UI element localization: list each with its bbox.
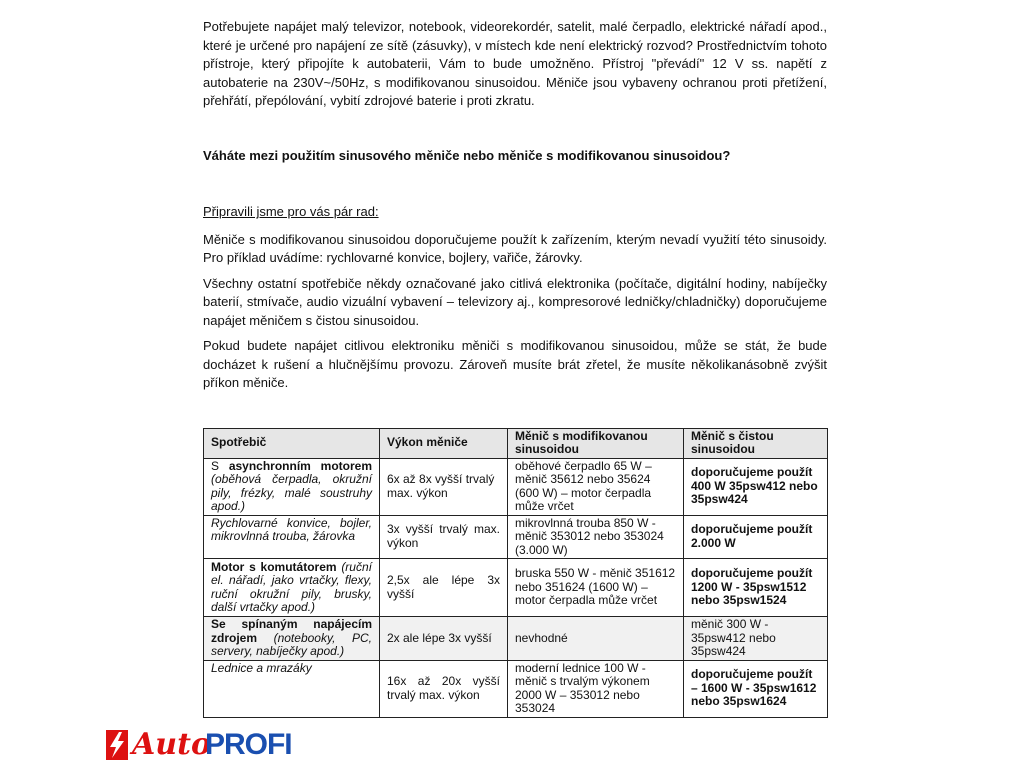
appliance-cell (204, 458, 380, 515)
power-cell: 2,5x ale lépe 3x vyšší (380, 559, 508, 617)
pure-sine-cell: doporučujeme použít 400 W 35psw412 nebo 35psw424 (684, 458, 828, 515)
table-row (204, 660, 828, 717)
question-heading: Váháte mezi použitím sinusového měniče nebo měniče s modifikovanou sinusoidou? (203, 147, 731, 163)
logo-text-profi: PROFI (204, 727, 292, 761)
advice-paragraph-2: Všechny ostatní spotřebiče někdy označované jako citlivá elektronika (počítače, digitální hodiny, nabíječky baterií, stmívače, audio vizuální vybavení – televizory aj., kompresorové ledničky/chladničky) doporučujeme napájet měničem s čistou sinusoidou. (203, 275, 827, 328)
cell-bold-text: Se spínaným napájecím zdrojem (211, 617, 372, 645)
table-row (204, 458, 828, 515)
appliance-cell: Lednice a mrazáky (204, 660, 380, 717)
cell-bold-text: asynchronním motorem (228, 458, 372, 473)
cell-text: S (211, 458, 229, 473)
intro-paragraph: Potřebujete napájet malý televizor, notebook, videorekordér, satelit, malé čerpadlo, elektrické nářadí apod., které je určené pro napájení ze sítě (zásuvky), v místech kde není elektrický rozvod? Prostřednictvím tohoto přístroje, který připojíte k autobaterii, Vám to bude umožněno. Přístroj "převádí" 12 V ss. napětí z autobaterie na 230V~/50Hz, s modifikovanou sinusoidou. Měniče jsou vybaveny ochranou proti přetížení, přehřátí, přepólování, vybití zdrojové baterie i proti zkratu. (203, 19, 827, 108)
modified-sine-cell: mikrovlnná trouba 850 W - měnič 353012 nebo 353024 (3.000 W) (508, 515, 684, 559)
power-cell: 6x až 8x vyšší trvalý max. výkon (380, 458, 508, 515)
cell-italic-text: (ruční el. nářadí, jako vrtačky, flexy, ruční okružní pily, brusky, další vrtačky apod.) (211, 559, 372, 614)
modified-sine-cell: oběhové čerpadlo 65 W – měnič 35612 nebo 35624 (600 W) – motor čerpadla může vrčet (508, 458, 684, 515)
appliance-cell (204, 559, 380, 617)
advice-paragraph-1: Měniče s modifikovanou sinusoidou doporučujeme použít k zařízením, kterým nevadí využití této sinusoidy. Pro příklad uvádíme: rychlovarné konvice, bojlery, vařiče, žárovky. (203, 231, 827, 265)
advice-heading: Připravili jsme pro vás pár rad: (203, 204, 379, 219)
autoprofi-logo (106, 728, 827, 762)
power-cell: 2x ale lépe 3x vyšší (380, 617, 508, 661)
header-cell: Měnič s modifikovanou sinusoidou (508, 428, 684, 458)
table-row (204, 515, 828, 559)
cell-bold-text: Motor s komutátorem (211, 559, 337, 574)
table-row (204, 559, 828, 617)
appliance-cell: Rychlovarné konvice, bojler, mikrovlnná trouba, žárovka (204, 515, 380, 559)
pure-sine-cell: doporučujeme použít 1200 W - 35psw1512 nebo 35psw1524 (684, 559, 828, 617)
lightning-icon (106, 730, 128, 760)
pure-sine-cell: doporučujeme použít 2.000 W (684, 515, 828, 559)
pure-sine-cell: doporučujeme použít – 1600 W - 35psw1612 nebo 35psw1624 (684, 660, 828, 717)
cell-italic-text: (oběhová čerpadla, okružní pily, frézky, malé soustruhy apod.) (211, 472, 372, 513)
table-row (204, 617, 828, 661)
advice-paragraph-3: Pokud budete napájet citlivou elektroniku měniči s modifikovanou sinusoidou, může se stát, že bude docházet k rušení a hlučnějšímu provozu. Zároveň musíte brát zřetel, že musíte několikanásobně zvýšit příkon měniče. (203, 338, 827, 390)
power-cell: 3x vyšší trvalý max. výkon (380, 515, 508, 559)
appliance-cell (204, 617, 380, 661)
modified-sine-cell: moderní lednice 100 W - měnič s trvalým výkonem 2000 W – 353012 nebo 353024 (508, 660, 684, 717)
header-cell: Výkon měniče (380, 428, 508, 458)
header-cell: Měnič s čistou sinusoidou (684, 428, 828, 458)
pure-sine-cell: měnič 300 W - 35psw412 nebo 35psw424 (684, 617, 828, 661)
table-header-row (204, 428, 828, 458)
header-cell: Spotřebič (204, 428, 380, 458)
cell-italic-text: (notebooky, PC, servery, nabíječky apod.) (211, 630, 372, 658)
logo-text-auto: Auto (132, 727, 211, 762)
modified-sine-cell: bruska 550 W - měnič 351612 nebo 351624 (1600 W) – motor čerpadla může vrčet (508, 559, 684, 617)
power-cell: 16x až 20x vyšší trvalý max. výkon (380, 660, 508, 717)
inverter-table (203, 428, 828, 718)
modified-sine-cell: nevhodné (508, 617, 684, 661)
document-body (132, 18, 827, 762)
